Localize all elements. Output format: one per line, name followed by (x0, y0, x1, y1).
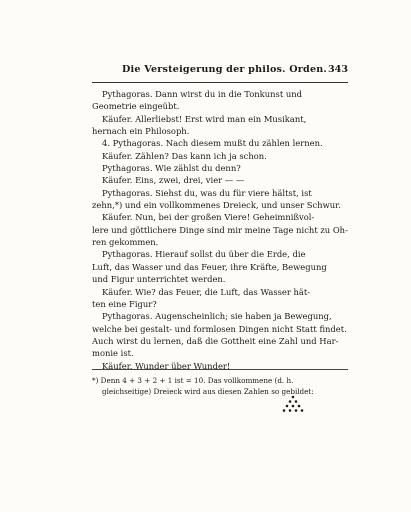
text-line: Pythagoras. Hierauf sollst du über die Erde, die (102, 249, 306, 260)
text-line: zehn,*) und ein vollkommenes Dreieck, und unser Schwur. (92, 200, 341, 211)
text-line: und Figur unterrichtet werden. (92, 274, 226, 285)
footnote (92, 375, 348, 397)
text-line: monie ist. (92, 348, 134, 359)
main-text (92, 88, 348, 372)
text-line: 4. Pythagoras. Nach diesem mußt du zählen lernen. (102, 138, 323, 149)
text-line: Pythagoras. Dann wirst du in die Tonkunst und (102, 89, 302, 99)
page-number: 343 (327, 64, 348, 75)
text-line: Käufer. Eins, zwei, drei, vier — — (102, 175, 245, 186)
tetractys-dot-triangle (281, 395, 305, 413)
text-line: Käufer. Allerliebst! Erst wird man ein Musikant, (102, 113, 307, 124)
text-line: welche bei gestalt- und formlosen Dingen nicht Statt findet. (92, 323, 347, 334)
text-line: Pythagoras. Siehst du, was du für viere hältst, ist (102, 187, 312, 198)
text-line: Käufer. Wie? das Feuer, die Luft, das Wasser hät- (102, 286, 311, 297)
footnote-line: *) Denn 4 + 3 + 2 + 1 ist = 10. Das vollkommene (d. h. (92, 376, 294, 385)
text-line: ten eine Figur? (92, 298, 157, 309)
text-line: Pythagoras. Augenscheinlich; sie haben ja Bewegung, (102, 311, 332, 322)
footnote-rule (92, 369, 348, 370)
text-line: Käufer. Wunder über Wunder! (102, 360, 231, 371)
text-line: ren gekommen. (92, 237, 159, 248)
text-line: Käufer. Nun, bei der großen Viere! Geheimnißvol- (102, 212, 315, 223)
header-rule (92, 82, 348, 83)
running-title: Die Versteigerung der philos. Orden. (122, 64, 327, 75)
text-line: lere und göttlichere Dinge sind mir meine Tage nicht zu Oh- (92, 224, 348, 235)
running-header (92, 64, 348, 78)
text-line: Pythagoras. Wie zählst du denn? (102, 163, 241, 174)
text-line: Auch wirst du lernen, daß die Gottheit eine Zahl und Har- (92, 335, 339, 346)
text-line: Käufer. Zählen? Das kann ich ja schon. (102, 150, 267, 161)
text-line: Geometrie eingeübt. (92, 101, 180, 112)
footnote-line: gleichseitige) Dreieck wird aus diesen Zahlen so gebildet: (102, 387, 314, 397)
text-line: Luft, das Wasser und das Feuer, ihre Kräfte, Bewegung (92, 261, 327, 272)
text-line: hernach ein Philosoph. (92, 126, 190, 137)
